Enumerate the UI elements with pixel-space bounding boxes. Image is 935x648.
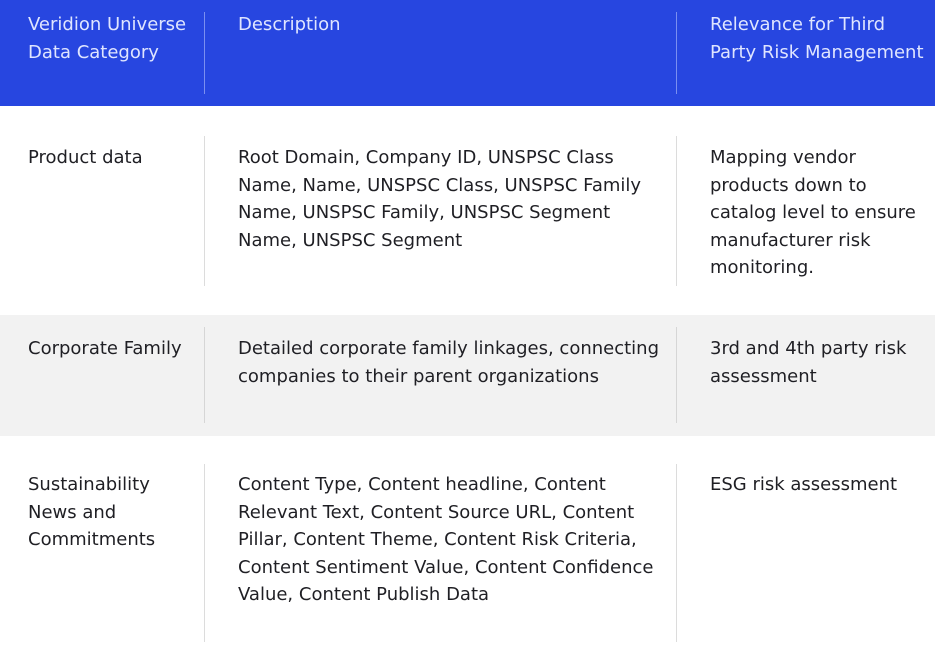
column-divider	[204, 12, 205, 94]
table-header-row	[0, 0, 935, 106]
column-divider	[204, 327, 205, 423]
header-description: Description	[238, 14, 341, 35]
row-description: Content Type, Content headline, Content Relevant Text, Content Source URL, Content Pillar, Content Theme, Content Risk Criteria, Content Sentiment Value, Content Confidence Value, Content Publish Data	[238, 474, 654, 605]
header-relevance: Relevance for Third Party Risk Management	[710, 14, 924, 63]
row-relevance: Mapping vendor products down to catalog level to ensure manufacturer risk monitoring.	[710, 147, 916, 278]
header-category: Veridion Universe Data Category	[28, 14, 187, 63]
row-description: Root Domain, Company ID, UNSPSC Class Name, Name, UNSPSC Class, UNSPSC Family Name, UNSPSC Family, UNSPSC Segment Name, UNSPSC Segment	[238, 147, 642, 251]
row-category: Corporate Family	[28, 338, 182, 359]
column-divider	[676, 136, 677, 286]
table-row	[0, 436, 935, 648]
row-relevance: ESG risk assessment	[710, 474, 898, 495]
column-divider	[676, 327, 677, 423]
column-divider	[676, 12, 677, 94]
row-category: Product data	[28, 147, 143, 168]
row-description: Detailed corporate family linkages, connecting companies to their parent organizations	[238, 338, 660, 387]
column-divider	[676, 464, 677, 642]
table-row	[0, 315, 935, 436]
row-category: Sustainability News and Commitments	[28, 474, 156, 550]
column-divider	[204, 464, 205, 642]
row-relevance: 3rd and 4th party risk assessment	[710, 338, 907, 387]
table-row	[0, 106, 935, 315]
column-divider	[204, 136, 205, 286]
